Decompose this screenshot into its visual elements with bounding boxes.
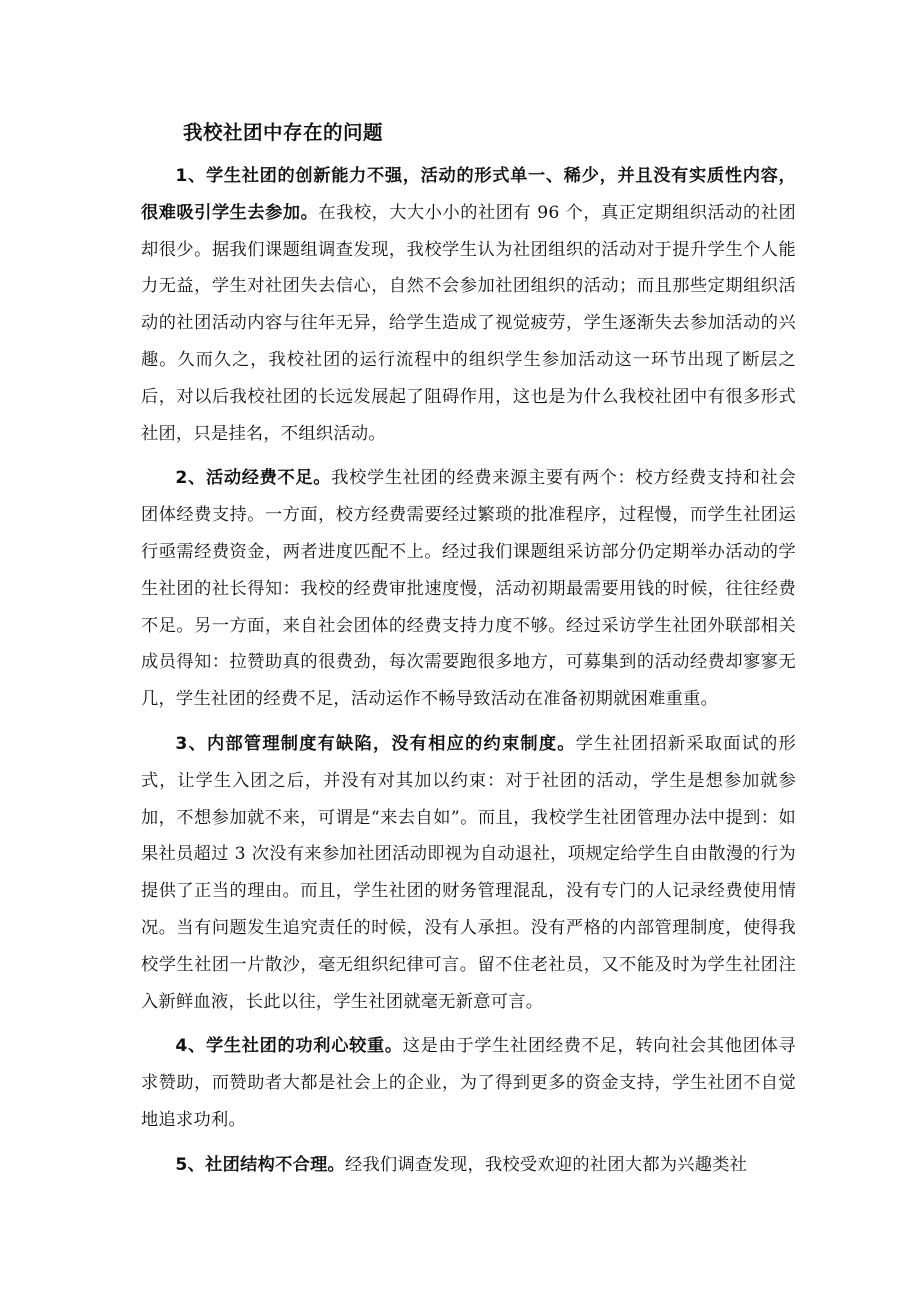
paragraph-5-heading: 5、社团结构不合理。 bbox=[175, 1154, 346, 1175]
paragraph-4-heading: 4、学生社团的功利心较重。 bbox=[175, 1036, 403, 1057]
paragraph-1 bbox=[141, 158, 796, 452]
paragraph-5 bbox=[141, 1147, 796, 1184]
paragraph-2-heading: 2、活动经费不足。 bbox=[175, 468, 332, 489]
paragraph-4-body: 这是由于学生社团经费不足，转向社会其他团体寻求赞助，而赞助者大都是社会上的企业，为了得到更多的资金支持，学生社团不自觉地追求功利。 bbox=[141, 1036, 796, 1130]
paragraph-2-body: 我校学生社团的经费来源主要有两个：校方经费支持和社会团体经费支持。一方面，校方经费需要经过繁琐的批准程序，过程慢，而学生社团运行亟需经费资金，两者进度匹配不上。经过我们课题组采访部分仍定期举办活动的学生社团的社长得知：我校的经费审批速度慢，活动初期最需要用钱的时候，往往经费不足。另一方面，来自社会团体的经费支持力度不够。经过采访学生社团外联部相关成员得知：拉赞助真的很费劲，每次需要跑很多地方，可募集到的活动经费却寥寥无几，学生社团的经费不足，活动运作不畅导致活动在准备初期就困难重重。 bbox=[141, 468, 796, 710]
paragraph-5-body: 经我们调查发现，我校受欢迎的社团大都为兴趣类社 bbox=[345, 1154, 748, 1175]
paragraph-3 bbox=[141, 726, 796, 1020]
paragraph-1-heading: 1、学生社团的创新能力不强，活动的形式单一、稀少，并且没有实质性内容，很难吸引学生去参加。 bbox=[141, 166, 796, 223]
paragraph-3-body: 学生社团招新采取面试的形式，让学生入团之后，并没有对其加以约束：对于社团的活动，学生是想参加就参加，不想参加就不来，可谓是“来去自如”。而且，我校学生社团管理办法中提到：如果社员超过 3 次没有来参加社团活动即视为自动退社，项规定给学生自由散漫的行为提供了正当的理由。而且，学生社团的财务管理混乱，没有专门的人记录经费使用情况。当有问题发生追究责任的时候，没有人承担。没有严格的内部管理制度，使得我校学生社团一片散沙，毫无组织纪律可言。留不住老社员，又不能及时为学生社团注入新鲜血液，长此以往，学生社团就毫无新意可言。 bbox=[141, 733, 797, 1012]
document-page bbox=[141, 118, 796, 1192]
paragraph-1-body: 在我校，大大小小的社团有 96 个，真正定期组织活动的社团却很少。据我们课题组调查发现，我校学生认为社团组织的活动对于提升学生个人能力无益，学生对社团失去信心，自然不会参加社团组织的活动；而且那些定期组织活动的社团活动内容与往年无异，给学生造成了视觉疲劳，学生逐渐失去参加活动的兴趣。久而久之，我校社团的运行流程中的组织学生参加活动这一环节出现了断层之后，对以后我校社团的长远发展起了阻碍作用，这也是为什么我校社团中有很多形式社团，只是挂名，不组织活动。 bbox=[141, 202, 796, 444]
paragraph-3-heading: 3、内部管理制度有缺陷，没有相应的约束制度。 bbox=[175, 733, 576, 754]
paragraph-2 bbox=[141, 460, 796, 718]
paragraph-4 bbox=[141, 1028, 796, 1138]
document-title: 我校社团中存在的问题 bbox=[183, 121, 384, 144]
